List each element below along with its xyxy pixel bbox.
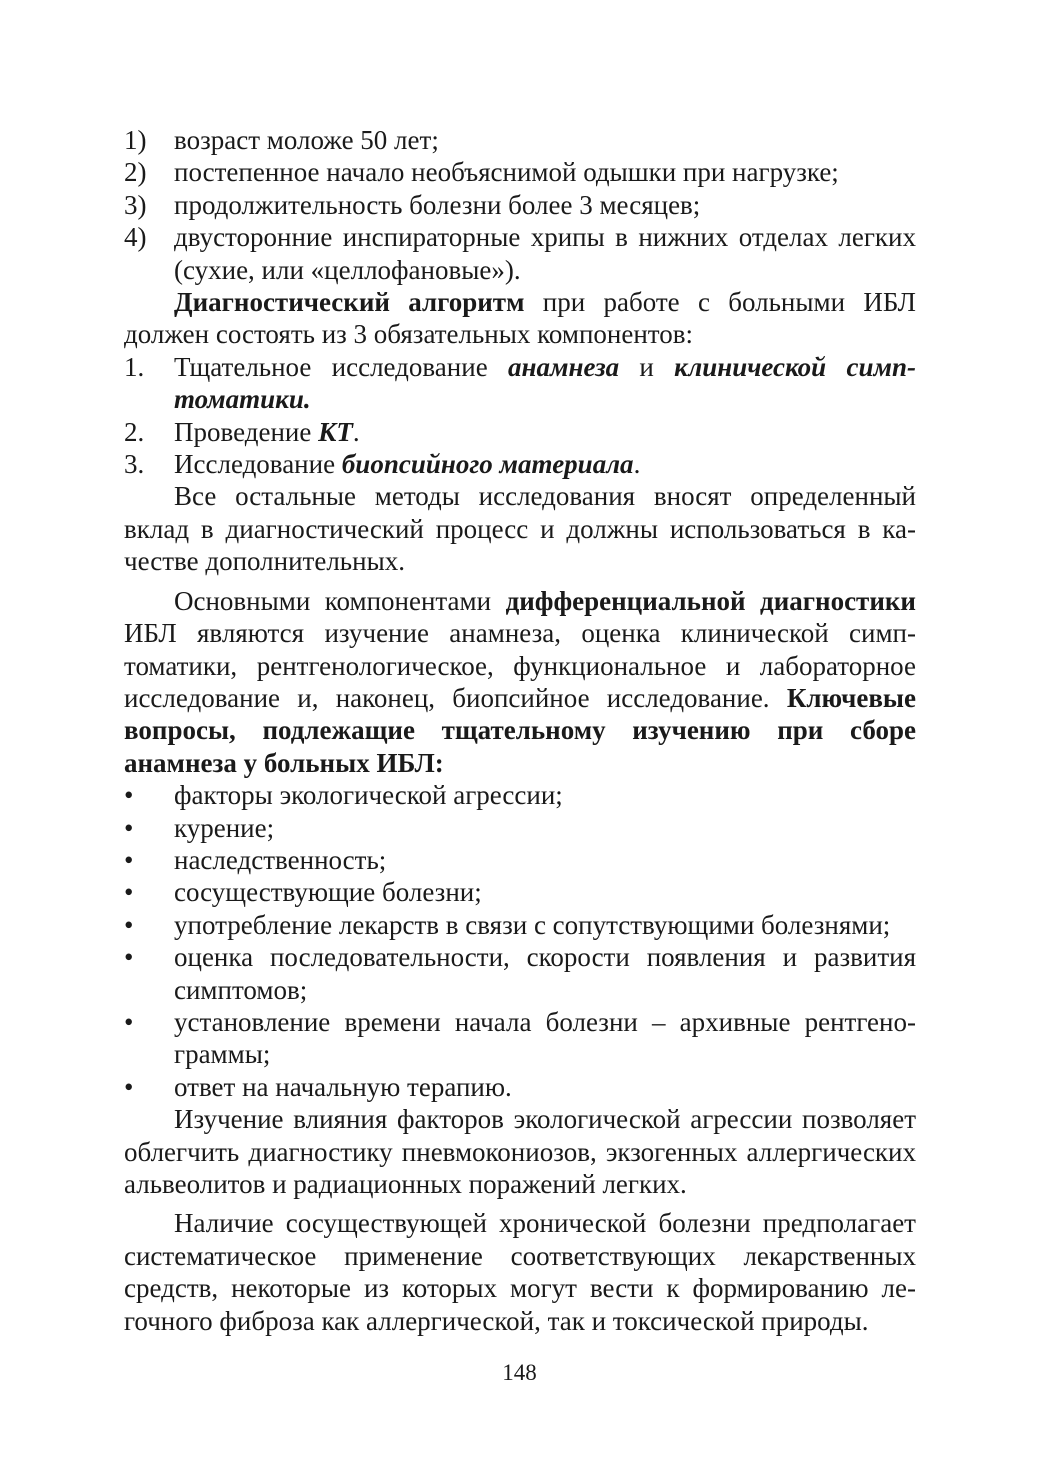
list-item	[124, 351, 916, 416]
list-item-text	[174, 416, 916, 448]
bullet-marker: •	[124, 812, 134, 843]
list-item-text: факторы экологической агрессии;	[174, 780, 563, 811]
bold-term: Диагностический алгоритм	[174, 287, 525, 318]
bold-italic-term: клинической симптоматики.	[174, 351, 917, 415]
bold-term: дифференциальной диагностики	[505, 585, 916, 616]
list-marker: 3.	[124, 449, 145, 480]
bullet-marker: •	[124, 780, 134, 811]
ecology-paragraph: Изучение влияния факторов экологической агрессии позволяет облегчить диагностику пневмокониозов, экзогенных аллергических альвеолитов и радиационных поражений легких.	[124, 1104, 916, 1199]
bullet-marker: •	[124, 909, 134, 940]
list-item	[124, 156, 916, 188]
list-item-text: продолжительность болезни более 3 месяцев;	[174, 189, 701, 220]
anamnesis-questions-list	[124, 779, 916, 1103]
text-run: Основными компонентами	[174, 585, 506, 616]
text-run: и	[619, 351, 675, 382]
list-item-text	[174, 448, 916, 480]
text-run: .	[352, 416, 360, 447]
list-marker: 3)	[124, 189, 147, 220]
text-run: Исследование	[174, 449, 342, 480]
text-run: ИБЛ являются изучение анамнеза, оценка клинической симптоматики, рентгенологическое, функциональное и лабораторное исследование и, наконец, биопсийное исследование.	[124, 618, 916, 713]
list-marker: 2.	[124, 416, 145, 447]
list-item-text: оценка последовательности, скорости появления и развития симптомов;	[174, 942, 916, 1005]
list-item-text: ответ на начальную терапию.	[174, 1071, 512, 1102]
page-number: 148	[502, 1360, 537, 1385]
bullet-marker: •	[124, 942, 134, 973]
list-item	[124, 909, 916, 941]
algorithm-paragraph	[124, 286, 916, 351]
criteria-list	[124, 124, 916, 286]
text-run: .	[633, 449, 641, 480]
bullet-marker: •	[124, 844, 134, 875]
list-item-text: возраст моложе 50 лет;	[174, 125, 439, 155]
list-item	[124, 448, 916, 480]
list-item	[124, 1006, 916, 1071]
bullet-marker: •	[124, 877, 134, 908]
list-item-text	[174, 351, 916, 416]
list-item	[124, 812, 916, 844]
methods-paragraph: Все остальные методы исследования вносят определенный вклад в диагностический процесс и должны использоваться в качестве дополнительных.	[124, 481, 916, 577]
text-run: Тщательное исследование	[174, 351, 508, 382]
list-marker: 1.	[124, 351, 145, 382]
bullet-marker: •	[124, 1006, 134, 1037]
algorithm-list	[124, 351, 916, 481]
differential-paragraph	[124, 585, 916, 779]
list-item	[124, 124, 916, 156]
list-item	[124, 189, 916, 221]
list-item	[124, 779, 916, 811]
chronic-disease-paragraph: Наличие сосуществующей хронической болезни предполагает систематическое применение соответствующих лекарственных средств, некоторые из которых могут вести к формированию легочного фиброза как аллергической, так и токсической природы.	[124, 1208, 916, 1336]
bold-italic-term: биопсийного материала	[341, 449, 634, 480]
list-marker: 2)	[124, 157, 147, 188]
list-item	[124, 416, 916, 448]
text-run: Проведение	[174, 416, 319, 447]
bold-italic-term: анамнеза	[507, 351, 620, 382]
bold-term: Ключевые вопросы, подлежащие тщательному изучению при сборе анамнеза у больных ИБЛ:	[124, 682, 916, 778]
list-marker: 1)	[124, 125, 147, 155]
list-item-text: курение;	[174, 812, 275, 843]
page-body	[124, 124, 916, 1337]
list-item	[124, 1071, 916, 1103]
list-item-text: наследственность;	[174, 844, 387, 875]
paragraph-text: при работе с больными ИБЛ должен состоять из 3 обязательных компонентов:	[124, 287, 916, 350]
list-item-text: постепенное начало необъяснимой одышки при нагрузке;	[174, 157, 839, 188]
list-item	[124, 221, 916, 286]
list-item	[124, 844, 916, 876]
list-marker: 4)	[124, 222, 147, 253]
list-item	[124, 876, 916, 908]
bullet-marker: •	[124, 1071, 134, 1102]
list-item	[124, 941, 916, 1006]
list-item-text: двусторонние инспираторные хрипы в нижних отделах легких (сухие, или «целлофановые»).	[174, 222, 916, 285]
list-item-text: установление времени начала болезни – архивные рентгенограммы;	[174, 1006, 916, 1070]
bold-italic-term: КТ	[318, 416, 353, 447]
list-item-text: употребление лекарств в связи с сопутствующими болезнями;	[174, 909, 891, 940]
list-item-text: сосуществующие болезни;	[174, 877, 482, 908]
